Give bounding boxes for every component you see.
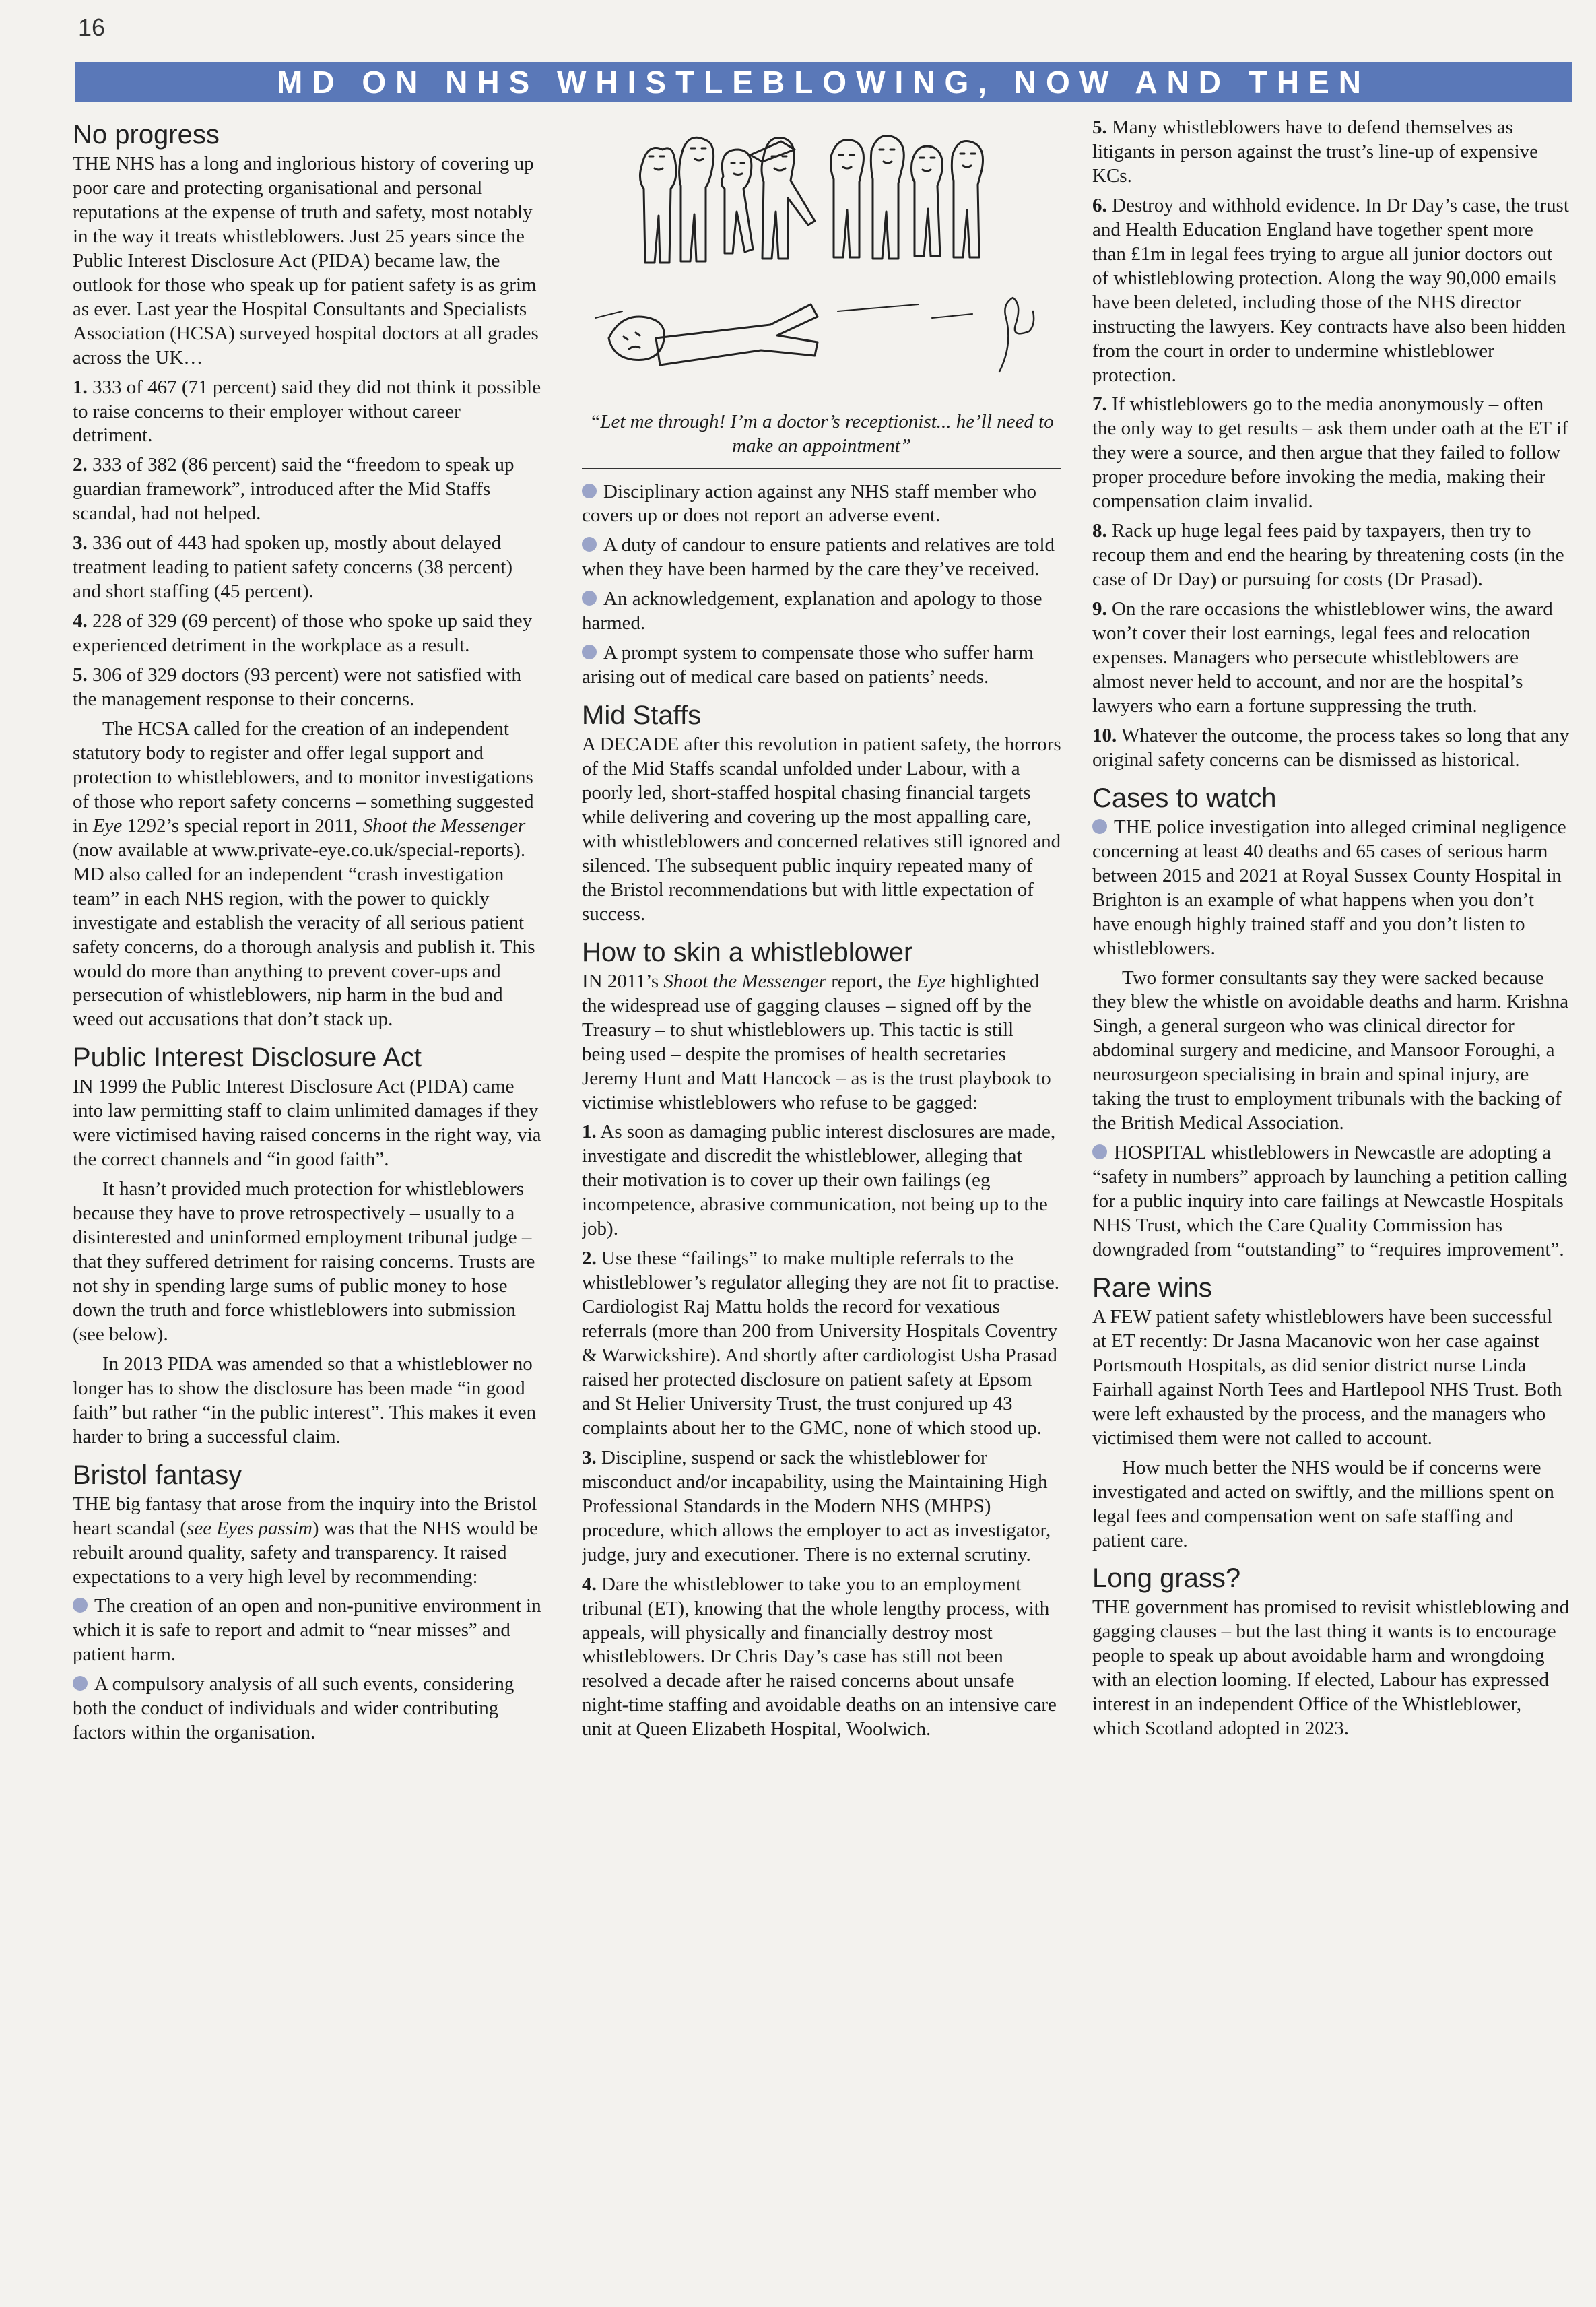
bullet-item: A prompt system to compensate those who suffer harm arising out of medical care based on patients’ needs. [582,641,1061,690]
bullet-item: A compulsory analysis of all such events, considering both the conduct of individuals and wider contributing factors within the organisation. [73,1672,544,1745]
list-item: 1. 333 of 467 (71 percent) said they did not think it possible to raise concerns to their employer without career detriment. [73,376,541,447]
paragraph-rare-1: A FEW patient safety whistleblowers have been successful at ET recently: Dr Jasna Macanovic won her case against Portsmouth Hospitals, as did senior district nurse Linda Fairhall against North Tees and Hartlepool NHS Trust. Both were left exhausted by the process, and the managers who victimised them were not called to account. [1092,1305,1562,1449]
heading-long-grass: Long grass? [1092,1563,1241,1594]
heading-bristol: Bristol fantasy [73,1460,242,1490]
bullet-item: An acknowledgement, explanation and apology to those harmed. [582,587,1061,636]
section-banner: MD ON NHS WHISTLEBLOWING, NOW AND THEN [75,62,1572,102]
paragraph-bristol: THE big fantasy that arose from the inquiry into the Bristol heart scandal (see Eyes passim) was that the NHS would be rebuilt around quality, safety and transparency. It raised expectations to a very high level by recommending: [73,1493,538,1588]
list-item: 4. 228 of 329 (69 percent) of those who spoke up said they experienced detriment in the workplace as a result. [73,610,533,657]
list-item: 2. 333 of 382 (86 percent) said the “freedom to speak up guardian framework”, introduced after the Mid Staffs scandal, had not helped. [73,454,514,525]
heading-mid-staffs: Mid Staffs [582,701,702,731]
paragraph-pida-3: In 2013 PIDA was amended so that a whistleblower no longer has to show the disclosure has been made “in good faith” but rather “in the public interest”. This makes it even harder to bring a successful claim. [73,1353,536,1448]
paragraph-mid-staffs: A DECADE after this revolution in patient safety, the horrors of the Mid Staffs scandal unfolded under Labour, with a poorly led, short-staffed hospital chasing financial targets while delivering and covering up the most appalling care, with whistleblowers and concerned relatives still ignored and silenced. The subsequent public inquiry repeated many of the Bristol recommendations but with little expectation of success. [582,734,1061,925]
paragraph-pida-1: IN 1999 the Public Interest Disclosure Act (PIDA) came into law permitting staff to claim unlimited damages if they were victimised having raised concerns in the right way, via the correct channels and “in good faith”. [73,1076,541,1171]
list-item: 7. If whistleblowers go to the media anonymously – often the only way to get results – ask them under oath at the ET if they were a source, and then argue that they failed to follow proper procedure before invoking the media, making their compensation claim invalid. [1092,393,1568,513]
heading-skin-whistleblower: How to skin a whistleblower [582,937,913,967]
paragraph-skin: IN 2011’s Shoot the Messenger report, the Eye highlighted the widespread use of gagging clauses – signed off by the Treasury – to shut whistleblowers up. This tactic is still being used – despite the promises of health secretaries Jeremy Hunt and Matt Hancock – as is the trust playbook to victimise whistleblowers who refuse to be gagged: [582,970,1051,1113]
list-item: 1. As soon as damaging public interest disclosures are made, investigate and discredit the whistleblower, alleging that their motivation is to cover up their own failings (eg incompetence, abrasive communication, not being up to the job). [582,1121,1056,1240]
bullet-item: THE police investigation into alleged criminal negligence concerning at least 40 deaths and 65 cases of serious harm between 2015 and 2021 at Royal Sussex County Hospital in Brighton is an example of what happens when you don’t have enough highly trained staff and you don’t listen to whistleblowers. [1092,816,1570,961]
bullet-item: A duty of candour to ensure patients and relatives are told when they have been harmed by the care they’ve received. [582,533,1061,582]
list-item: 9. On the rare occasions the whistleblower wins, the award won’t cover their lost earnings, legal fees and relocation expenses. Managers who persecute whistleblowers are almost never held to account, and nor are the hospital’s lawyers who earn a fortune suppressing the truth. [1092,598,1553,717]
bullet-item: Disciplinary action against any NHS staff member who covers up or does not report an adverse event. [582,480,1061,529]
list-item: 3. 336 out of 443 had spoken up, mostly about delayed treatment leading to patient safety concerns (38 percent) and short staffing (45 percent). [73,532,513,603]
list-item: 3. Discipline, suspend or sack the whistleblower for misconduct and/or incapability, using the Maintaining High Professional Standards in the Modern NHS (MHPS) procedure, which allows the employer to act as investigator, judge, jury and executioner. There is no external scrutiny. [582,1446,1051,1565]
list-item: 5. 306 of 329 doctors (93 percent) were not satisfied with the management response to their concerns. [73,664,522,711]
paragraph-sussex: Two former consultants say they were sacked because they blew the whistle on avoidable deaths and harm. Krishna Singh, a general surgeon who was clinical director for abdominal surgery and medicine, and Mansoor Foroughi, a neurosurgeon specialising in brain and spinal injury, are taking the trust to employment tribunals with the backing of the British Medical Association. [1092,967,1569,1134]
paragraph-rare-2: How much better the NHS would be if concerns were investigated and acted on swiftly, and the millions spent on legal fees and compensation went on safe staffing and patient care. [1092,1456,1554,1551]
paragraph-long-grass: THE government has promised to revisit whistleblowing and gagging clauses – but the last thing it wants is to encourage people to speak up about avoidable harm and wrongdoing with an election looming. If elected, Labour has expressed interest in an independent Office of the Whistleblower, which Scotland adopted in 2023. [1092,1596,1569,1740]
list-item: 6. Destroy and withhold evidence. In Dr Day’s case, the trust and Health Education England have together spent more than £1m in legal fees trying to argue all junior doctors out of whistleblowing protection. Along the way 90,000 emails have been deleted, including those of the NHS director instructing the lawyers. Key contracts have also been hidden from the court in order to undermine whistleblower protection. [1092,194,1569,386]
paragraph-pida-2: It hasn’t provided much protection for whistleblowers because they have to prove retrospectively – usually to a disinterested and uninformed employment tribunal judge – that they suffered detriment for raising concerns. Trusts are not shy in spending large sums of public money to hose down the truth and force whistleblowers into submission (see below). [73,1178,535,1345]
heading-rare-wins: Rare wins [1092,1272,1212,1303]
paragraph-hcsa: The HCSA called for the creation of an independent statutory body to register and offer legal support and protection to whistleblowers, and to monitor investigations of those who report safety concerns – something suggested in Eye 1292’s special report in 2011, Shoot the Messenger (now available at www.private-eye.co.uk/special-reports). MD also called for an independent “crash investigation team” in each NHS region, with the power to quickly investigate and establish the veracity of all serious patient safety concerns, do a thorough analysis and publish it. This would do more than anything to prevent cover-ups and persecution of whistleblowers, nip harm in the bud and weed out accusations that don’t stack up. [73,717,535,1031]
cartoon-caption: “Let me through! I’m a doctor’s receptionist... he’ll need to make an appointment” [589,411,1054,457]
list-item: 5. Many whistleblowers have to defend themselves as litigants in person against the trust’s line-up of expensive KCs. [1092,117,1539,187]
bullet-item: The creation of an open and non-punitive environment in which it is safe to report and admit to “near misses” and patient harm. [73,1594,544,1667]
list-item: 10. Whatever the outcome, the process takes so long that any original safety concerns can be dismissed as historical. [1092,724,1570,771]
bullet-item: HOSPITAL whistleblowers in Newcastle are adopting a “safety in numbers” approach by launching a petition calling for a public inquiry into care failings at Newcastle Hospitals NHS Trust, which the Care Quality Commission has downgraded from “outstanding” to “requires improvement”. [1092,1141,1570,1262]
heading-no-progress: No progress [73,120,220,150]
paragraph-intro: THE NHS has a long and inglorious history of covering up poor care and protecting organisational and personal reputations at the expense of truth and safety, most notably in the way it treats whistleblowers. Just 25 years since the Public Interest Disclosure Act (PIDA) became law, the outlook for those who speak up for patient safety is as grim as ever. Last year the Hospital Consultants and Specialists Association (HCSA) surveyed hospital doctors at all grades across the UK… [73,153,539,368]
list-item: 2. Use these “failings” to make multiple referrals to the whistleblower’s regulator alleging they are not fit to practise. Cardiologist Raj Mattu holds the record for vexatious referrals (more than 200 from University Hospitals Coventry & Warwickshire). And shortly after cardiologist Usha Prasad raised her protected disclosure on patient safety at Epsom and St Helier University Trust, the trust conjured up 43 complaints about her to the GMC, none of which stood up. [582,1247,1059,1439]
column-2 [582,116,1061,2221]
heading-cases-to-watch: Cases to watch [1092,783,1277,813]
column-1 [73,116,544,2221]
list-item: 8. Rack up huge legal fees paid by taxpayers, then try to recoup them and end the hearing by threatening costs (in the case of Dr Day) or pursuing for costs (Dr Prasad). [1092,520,1564,591]
divider [582,468,1061,469]
column-3 [1092,116,1570,2221]
page-number: 16 [78,13,106,41]
list-item: 4. Dare the whistleblower to take you to an employment tribunal (ET), knowing that the whole lengthy process, with appeals, will physically and financially destroy most whistleblowers. Dr Chris Day’s case has still not been resolved a decade after he raised concerns about unsafe night-time staffing and avoidable deaths on an intensive care unit at Queen Elizabeth Hospital, Woolwich. [582,1573,1057,1741]
cartoon-illustration [582,116,1061,405]
heading-pida: Public Interest Disclosure Act [73,1043,422,1073]
